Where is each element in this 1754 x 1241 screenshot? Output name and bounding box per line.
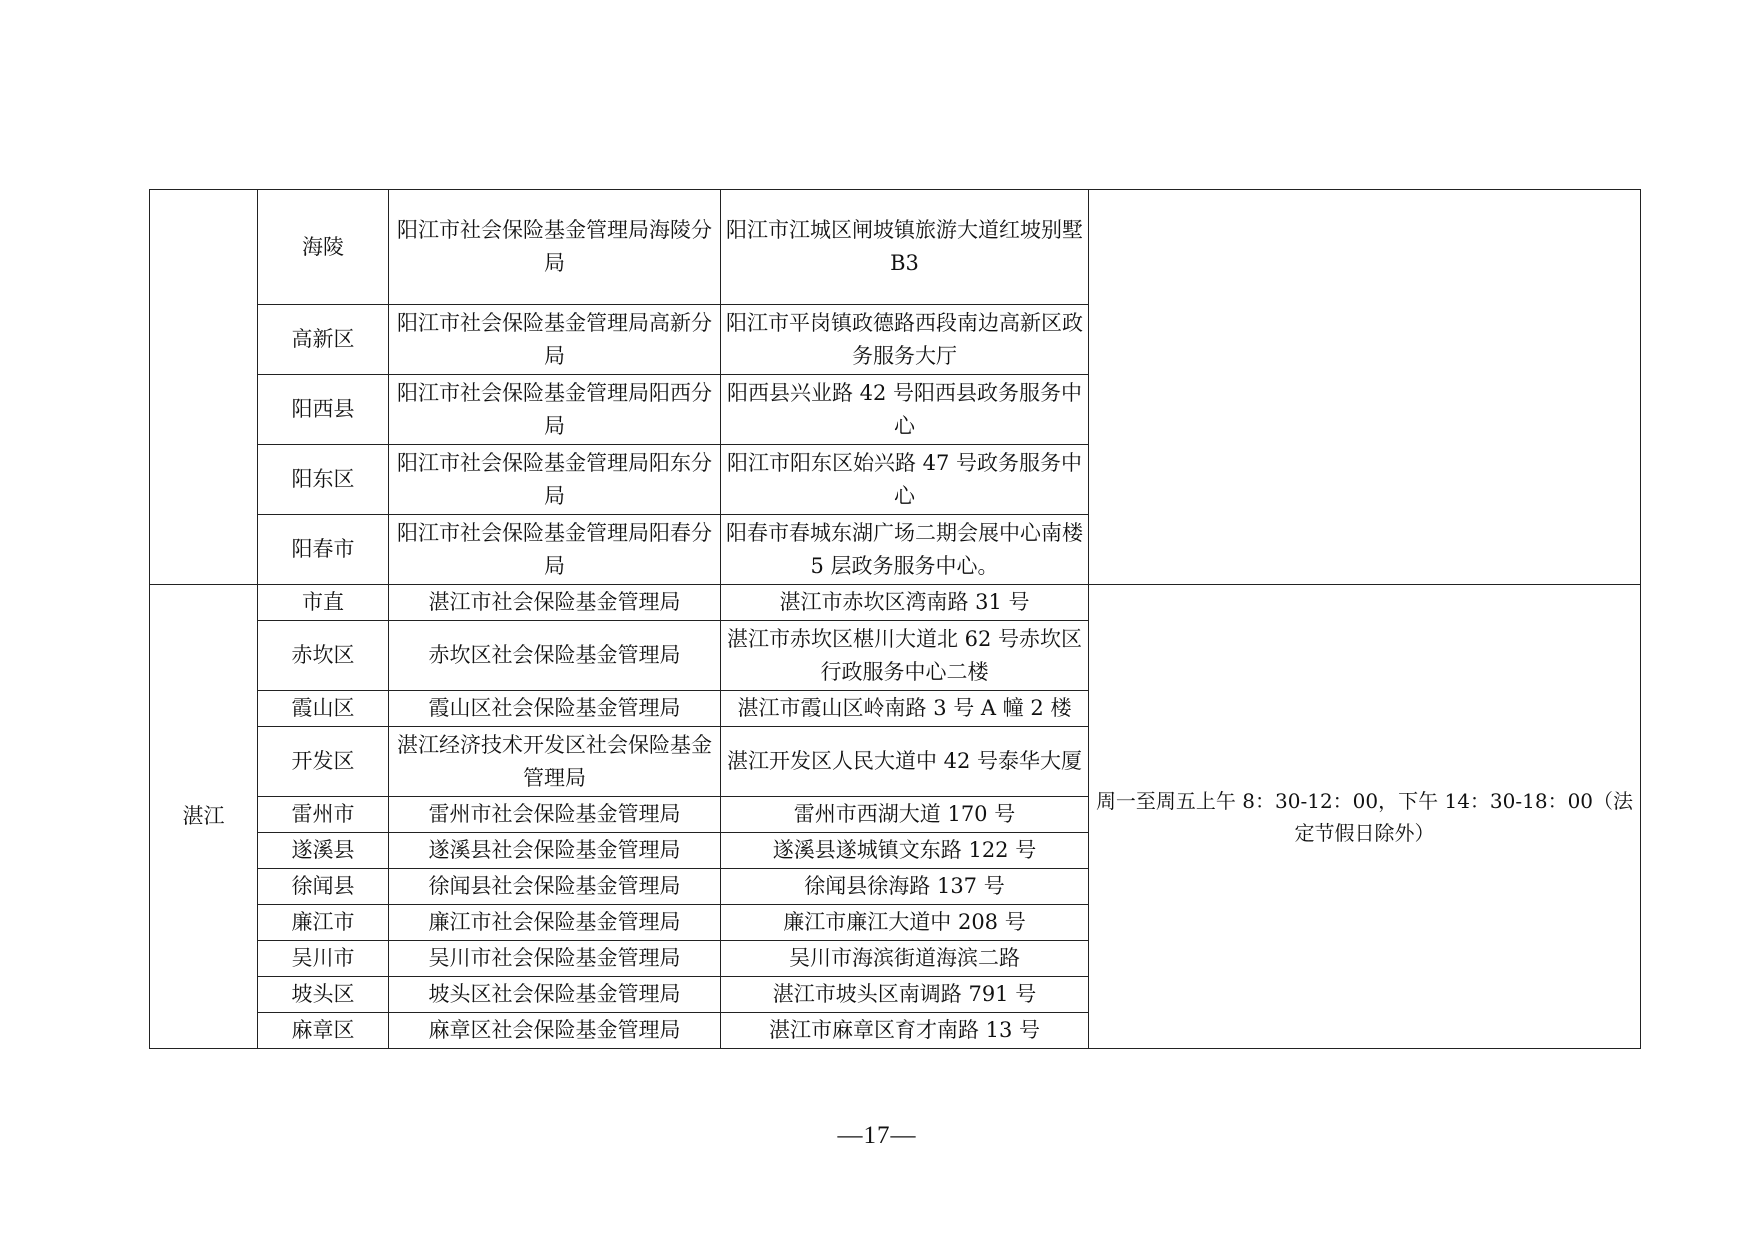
agency-cell: 阳江市社会保险基金管理局阳东分局 [389, 445, 721, 515]
district-cell: 坡头区 [258, 977, 389, 1013]
office-hours-cell [1089, 190, 1641, 585]
address-cell: 徐闻县徐海路 137 号 [721, 869, 1089, 905]
address-cell: 湛江市麻章区育才南路 13 号 [721, 1013, 1089, 1049]
agency-cell: 阳江市社会保险基金管理局阳春分局 [389, 515, 721, 585]
district-cell: 吴川市 [258, 941, 389, 977]
address-cell: 阳江市江城区闸坡镇旅游大道红坡别墅 B3 [721, 190, 1089, 305]
address-cell: 湛江市赤坎区椹川大道北 62 号赤坎区行政服务中心二楼 [721, 621, 1089, 691]
office-table [149, 189, 1641, 1049]
agency-cell: 遂溪县社会保险基金管理局 [389, 833, 721, 869]
district-cell: 海陵 [258, 190, 389, 305]
address-cell: 遂溪县遂城镇文东路 122 号 [721, 833, 1089, 869]
agency-cell: 阳江市社会保险基金管理局海陵分局 [389, 190, 721, 305]
agency-cell: 廉江市社会保险基金管理局 [389, 905, 721, 941]
district-cell: 遂溪县 [258, 833, 389, 869]
page-number: —17— [837, 1122, 917, 1149]
address-cell: 阳江市阳东区始兴路 47 号政务服务中心 [721, 445, 1089, 515]
agency-cell: 湛江市社会保险基金管理局 [389, 585, 721, 621]
address-cell: 湛江市霞山区岭南路 3 号 A 幢 2 楼 [721, 691, 1089, 727]
agency-cell: 阳江市社会保险基金管理局高新分局 [389, 305, 721, 375]
region-name-cell: 湛江 [150, 585, 258, 1049]
district-cell: 赤坎区 [258, 621, 389, 691]
district-cell: 市直 [258, 585, 389, 621]
district-cell: 徐闻县 [258, 869, 389, 905]
district-cell: 麻章区 [258, 1013, 389, 1049]
table-body [150, 190, 1641, 1049]
address-cell: 廉江市廉江大道中 208 号 [721, 905, 1089, 941]
agency-cell: 麻章区社会保险基金管理局 [389, 1013, 721, 1049]
district-cell: 高新区 [258, 305, 389, 375]
district-cell: 阳西县 [258, 375, 389, 445]
district-cell: 廉江市 [258, 905, 389, 941]
district-cell: 阳东区 [258, 445, 389, 515]
address-cell: 阳春市春城东湖广场二期会展中心南楼 5 层政务服务中心。 [721, 515, 1089, 585]
region-name-cell [150, 190, 258, 585]
office-hours-cell: 周一至周五上午 8：30-12：00，下午 14：30-18：00（法定节假日除外） [1089, 585, 1641, 1049]
agency-cell: 霞山区社会保险基金管理局 [389, 691, 721, 727]
agency-cell: 赤坎区社会保险基金管理局 [389, 621, 721, 691]
address-cell: 阳西县兴业路 42 号阳西县政务服务中心 [721, 375, 1089, 445]
agency-cell: 湛江经济技术开发区社会保险基金管理局 [389, 727, 721, 797]
district-cell: 阳春市 [258, 515, 389, 585]
address-cell: 湛江市赤坎区湾南路 31 号 [721, 585, 1089, 621]
address-cell: 雷州市西湖大道 170 号 [721, 797, 1089, 833]
agency-cell: 徐闻县社会保险基金管理局 [389, 869, 721, 905]
address-cell: 湛江开发区人民大道中 42 号泰华大厦 [721, 727, 1089, 797]
agency-cell: 雷州市社会保险基金管理局 [389, 797, 721, 833]
district-cell: 雷州市 [258, 797, 389, 833]
agency-cell: 坡头区社会保险基金管理局 [389, 977, 721, 1013]
address-cell: 湛江市坡头区南调路 791 号 [721, 977, 1089, 1013]
district-cell: 开发区 [258, 727, 389, 797]
table-row [150, 190, 1641, 305]
address-cell: 阳江市平岗镇政德路西段南边高新区政务服务大厅 [721, 305, 1089, 375]
address-cell: 吴川市海滨街道海滨二路 [721, 941, 1089, 977]
table-row [150, 585, 1641, 621]
agency-cell: 吴川市社会保险基金管理局 [389, 941, 721, 977]
district-cell: 霞山区 [258, 691, 389, 727]
agency-cell: 阳江市社会保险基金管理局阳西分局 [389, 375, 721, 445]
